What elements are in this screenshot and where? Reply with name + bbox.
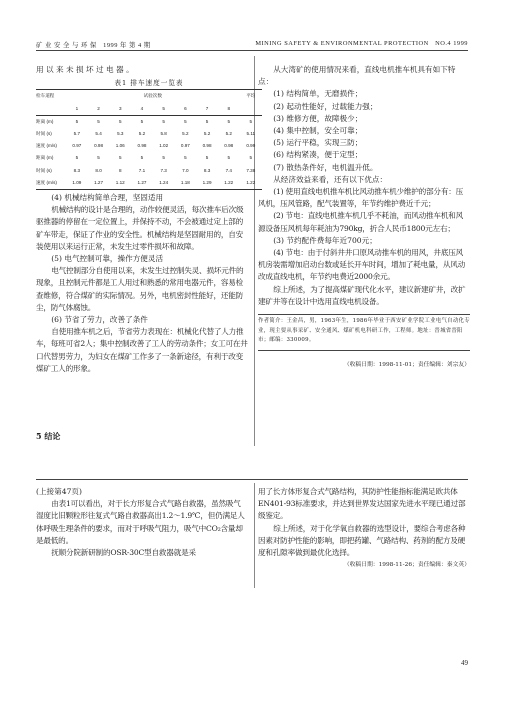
table-row [36,177,262,190]
table-cell: 0.97 [72,143,82,149]
table-cell: 8.3 [73,167,81,173]
table-cell: 7.0 [182,167,189,173]
right-column-bottom [258,486,470,571]
feature-item: (7) 散热条件好，电机温升低。 [273,162,378,172]
table-num: 3 [118,105,122,111]
table-cell: 5.2 [225,131,232,137]
header-rule [36,50,468,51]
para-head-4: (4) 机械结构简单合理，坚固适用 [51,193,164,203]
page-number: 49 [461,659,468,667]
table-cell: 1.24 [159,179,169,185]
table-cell: 0.98 [202,143,212,149]
table-cell: 5 [249,118,253,124]
para-head-6: (6) 节省了劳力，改善了条件 [51,315,148,325]
table-num: 6 [184,105,187,111]
right-column-top [258,64,470,371]
table-cell: 1.29 [202,179,212,185]
table-cell: 0.98 [137,143,147,149]
continued-from: (上接第47页) [36,487,82,496]
table-cell: 0.97 [180,143,190,149]
feature-item: (6) 结构紧凑，便于定型； [273,150,363,160]
bottom-para-2: 抚顺分院新研制的OSR-30C型自救器就是采 [51,548,196,558]
table-row-label: 时间 (s) [36,131,52,137]
header-journal-cn: 矿 业 安 全 与 环 保 1999 年 第 4 期 [36,42,151,49]
table-row [36,115,262,128]
features-intro: 从大湾矿的使用情况来看，直线电机推车机具有如下特点： [258,65,456,87]
table-cell: 5.2 [182,131,189,137]
table-cell: 5 [97,118,100,124]
table-cell: 5 [140,118,144,124]
table-cell: 5 [75,155,79,161]
table-cell: 5.3 [117,131,124,137]
continuation-line: 用 以 来 未 损 坏 过 电 器 。 [36,65,134,74]
table-cell: 1.02 [159,143,169,149]
bottom-para-1: 由表1可以看出，对于长方形复合式气路自救器，虽然吸气湿度比旧颗粒形往复式气路自救器高出1.2～1.9℃，但仍满足人体呼吸生理条件的要求，而对于呼吸气阻力，吸气中CO₂含量却是最低的。 [36,499,245,545]
table-num: 4 [140,105,144,111]
table-row-label: 距离 (m) [36,118,54,124]
table-cell: 5.8 [160,131,167,137]
table-cell: 5.11 [246,131,256,137]
received-date-2: （收稿日期：1998-11-26；责任编辑：秦文英） [343,562,470,569]
feature-item: (3) 维修方便，故障极少； [273,113,363,123]
table-num: 5 [162,105,165,111]
table-cell: 5.2 [138,131,146,137]
para-4: 机械结构的设计是合理的，动作较便灵活，每次推车后次级驱推器的停留在一定位置上，并保持不动，不会被通过定上部的矿车带走，保证了作业的安全性。机械结构是坚固耐用的，自安装使用以来运行正常，未发生过零件损坏和故障。 [36,205,244,251]
feature-item: (4) 集中控制，安全可靠； [273,126,363,136]
para-head-5: (5) 电气控制可靠，操作方便灵活 [51,254,164,264]
table-num: 2 [97,105,100,111]
econ-item: (1) 使用直线电机推车机比风动推车机少维护的部分有：压风机，压风管路，配气装置等，年节约维护费近千元； [258,187,464,209]
table-cell: 1.09 [72,179,82,185]
econ-item: (3) 节约配件费每年近700元； [273,235,377,245]
table-cell: 5 [227,155,231,161]
econ-intro: 从经济效益来看，还有以下优点： [273,174,388,184]
table-cell: 7.1 [138,167,146,173]
table-cell: 5 [75,118,79,124]
table-num: 1 [75,105,79,111]
table-cell: 5 [249,155,253,161]
table-cell: 5 [140,155,144,161]
table-cell: 8.0 [95,167,102,173]
table-cell: 0.98 [224,143,234,149]
table-cell: 8 [118,167,122,173]
table-cell: 0.99 [246,143,256,149]
table-cell: 0.98 [94,143,104,149]
table-col-avg: 平均 [246,93,256,99]
speed-table [36,89,262,190]
econ-item: (4) 节电：由于付斜井井口原风动推车机的用风，井底压风机房装需增加启动台数或延长开车时间，增加了耗电量，从风动改成直线电机，年节约电费近2000余元。 [258,248,466,282]
table-cell: 5.7 [73,131,81,137]
para-6: 自使用推车机之后，节省劳力表现在：机械化代替了人力推车，每班可省2人；集中控制改善了工人的劳动条件；女工可在井口代替男劳力，为妇女在煤矿工作多了一条新途径，有利于改变煤矿工人的形象。 [36,327,248,373]
table-num: 8 [227,105,231,111]
table-cell: 5 [205,118,209,124]
table-row [36,165,262,177]
table-cell: 5 [118,118,122,124]
left-column-bottom [36,486,248,559]
received-date: （收稿日期：1998-11-01；责任编辑：刘宗友） [343,361,470,368]
table-cell: 5 [227,118,231,124]
table-row-label: 速度 (m/s) [36,143,57,149]
table-cell: 5 [184,118,187,124]
table-cell: 7.3 [160,167,167,173]
table-row-label: 时间 (s) [36,167,52,173]
table-cell: 7.38 [246,167,256,173]
feature-item: (1) 结构简单，无磨损件； [273,89,363,99]
econ-item: (2) 节电：直线电机推车机几乎不耗油，而风动推车机和风源设备压风机每年耗油为790kg，折合人民币1800元左右； [258,211,464,233]
table-cell: 5 [205,155,209,161]
para-5: 电气控制部分自使用以来，未发生过控制失灵、损坏元件的现象，且控制元件都是工人用过和熟悉的常用电器元件，容易检查维修，符合煤矿的实际情况。另外，电机密封性能好，还能防尘，防气体腐蚀。 [36,266,244,312]
table-cell: 7.4 [225,167,232,173]
author-rule [258,314,470,315]
table-cell: 1.22 [246,179,256,185]
table-cell: 1.27 [137,179,147,185]
table-cell: 5 [184,155,187,161]
author-note: 作者简介：王金昌，男，1963年生，1986年毕业于西安矿业学院工业电气自动化专业，现主要从事采矿、安全通风、煤矿机电科研工作，工程师。地址：晋城省晋阳市；邮编：330009。 [258,318,470,344]
table-row [36,140,262,152]
author-rule-bottom [258,350,470,351]
table-col-group: 试验次数 [143,93,162,99]
table-cell: 5 [118,155,122,161]
summary-para: 综上所述，为了提高煤矿现代化水平，建议新建矿井，改扩建矿井等在设计中选用直线电机设备。 [258,284,466,306]
feature-item: (2) 起动性能好，过载能力强； [273,101,378,111]
bottom-right-para-1: 用了长方体形复合式气路结构，其防护性能指标能满足欧共体EN401-93标准要求，并达到世界发达国家先进水平现已通过部级鉴定。 [258,487,466,521]
header-journal-en: MINING SAFETY & ENVIRONMENTAL PROTECTION NO.4 1999 [255,40,468,47]
bottom-right-para-2: 综上所述，对于化学氧自救器的选型设计，要综合考虑各种因素对防护性能的影响，即把药罐、气路结构、药剂的配方及硬度和孔隙率做到最优化选择。 [258,523,466,558]
table-row-header: 检车道程 [36,93,55,99]
table-cell: 1.22 [224,179,234,185]
table-cell: 5.2 [203,131,211,137]
table-cell: 5 [97,155,100,161]
table-cell: 5 [162,118,165,124]
table-row [36,152,262,164]
table-row-label: 速度 (m/s) [36,179,57,185]
table-cell: 1.27 [94,179,104,185]
table-cell: 8.3 [203,167,211,173]
feature-item: (5) 运行平稳，实现三防； [273,138,363,148]
table-num: 7 [205,105,209,111]
left-column-top [36,64,256,375]
table-row-label: 距离 (m) [36,155,54,161]
conclusion-heading: 5 结论 [36,431,61,441]
table-cell: 1.18 [180,179,190,185]
table-cell: 1.06 [115,143,125,149]
table-title: 表1 排车速度一览表 [114,79,184,88]
table-cell: 1.12 [115,179,125,185]
bottom-section-rule [36,479,468,480]
table-row [36,128,262,140]
column-divider-bottom [254,483,255,588]
table-cell: 5.4 [95,131,102,137]
table-cell: 5 [162,155,165,161]
